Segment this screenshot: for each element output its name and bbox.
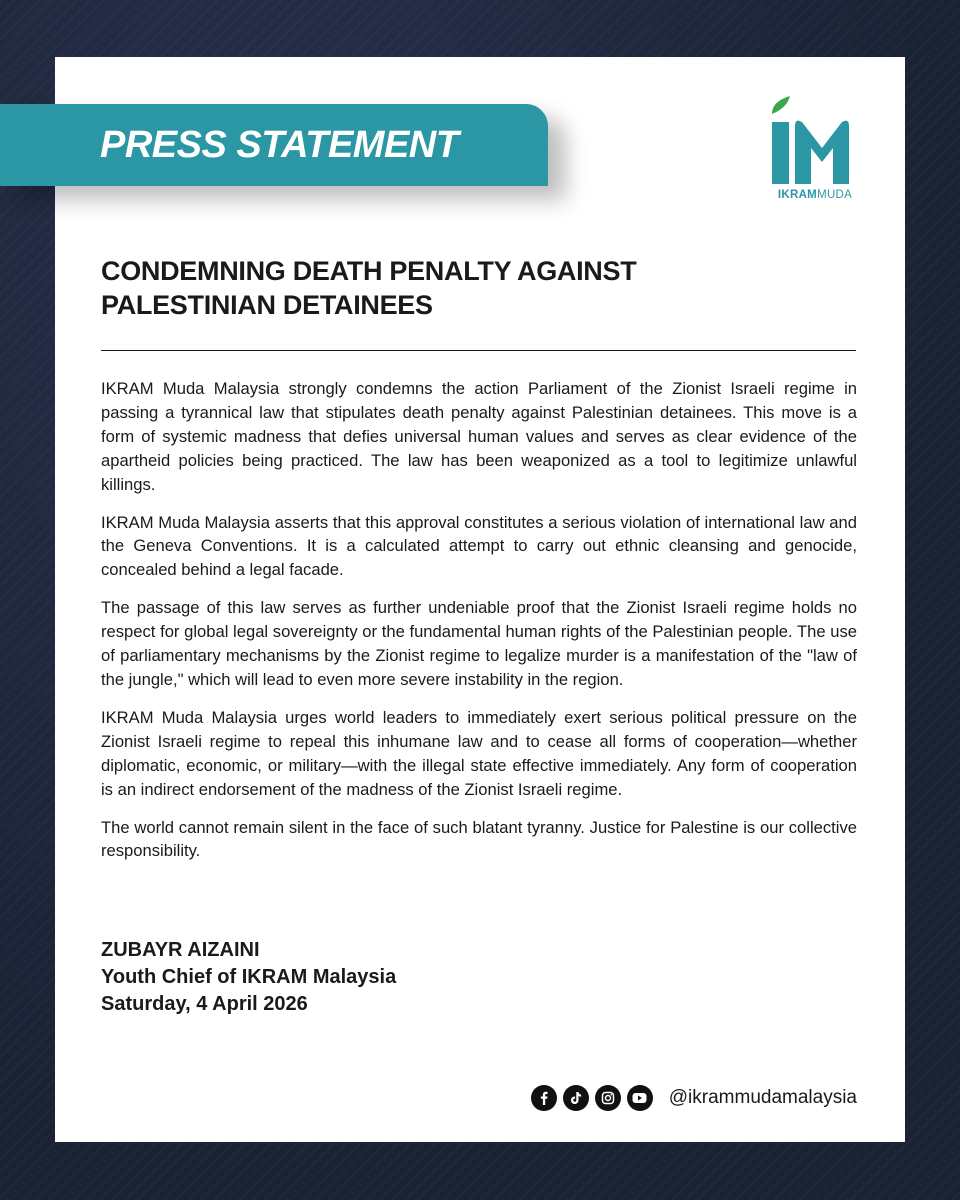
paragraph: The passage of this law serves as further undeniable proof that the Zionist Israeli regime holds no respect for global legal sovereignty or the fundamental human rights of the Palestinian people. The use of parliamentary mechanisms by the Zionist regime to legalize murder is a manifestation of the "law of the jungle," which will lead to even more severe instability in the region.	[101, 598, 857, 689]
social-handle[interactable]: @ikrammudamalaysia	[668, 1087, 857, 1108]
statement-date: Saturday, 4 April 2026	[101, 993, 308, 1015]
headline-line-1: CONDEMNING DEATH PENALTY AGAINST	[101, 256, 637, 286]
headline-line-2: PALESTINIAN DETAINEES	[101, 290, 433, 320]
youtube-icon[interactable]	[627, 1085, 653, 1111]
facebook-icon[interactable]	[531, 1085, 557, 1111]
logo-wordmark: IKRAMMUDA	[777, 189, 853, 201]
signatory-name: ZUBAYR AIZAINI	[101, 939, 260, 961]
social-bar	[531, 1084, 857, 1112]
signature-block	[101, 937, 701, 1018]
tiktok-icon[interactable]	[563, 1085, 589, 1111]
banner-label: PRESS STATEMENT	[100, 124, 459, 166]
paragraph: The world cannot remain silent in the face of such blatant tyranny. Justice for Palestine is our collective responsibility.	[101, 817, 857, 861]
statement-body	[101, 377, 857, 877]
divider	[101, 350, 856, 351]
paragraph: IKRAM Muda Malaysia urges world leaders to immediately exert serious political pressure on the Zionist Israeli regime to repeal this inhumane law and to cease all forms of cooperation—whether diplomatic, economic, or military—with the illegal state effective immediately. Any form of cooperation is an indirect endorsement of the madness of the Zionist Israeli regime.	[101, 707, 857, 799]
signatory-role: Youth Chief of IKRAM Malaysia	[101, 966, 397, 988]
paragraph: IKRAM Muda Malaysia asserts that this approval constitutes a serious violation of international law and the Geneva Conventions. It is a calculated attempt to carry out ethnic cleansing and genocide, concealed behind a legal facade.	[101, 512, 857, 580]
paragraph: IKRAM Muda Malaysia strongly condemns the action Parliament of the Zionist Israeli regime in passing a tyrannical law that stipulates death penalty against Palestinian detainees. This move is a form of systemic madness that defies universal human values and serves as clear evidence of the apartheid policies being practiced. The law has been weaponized as a tool to legitimize unlawful killings.	[101, 379, 857, 494]
headline	[101, 254, 841, 322]
instagram-icon[interactable]	[595, 1085, 621, 1111]
